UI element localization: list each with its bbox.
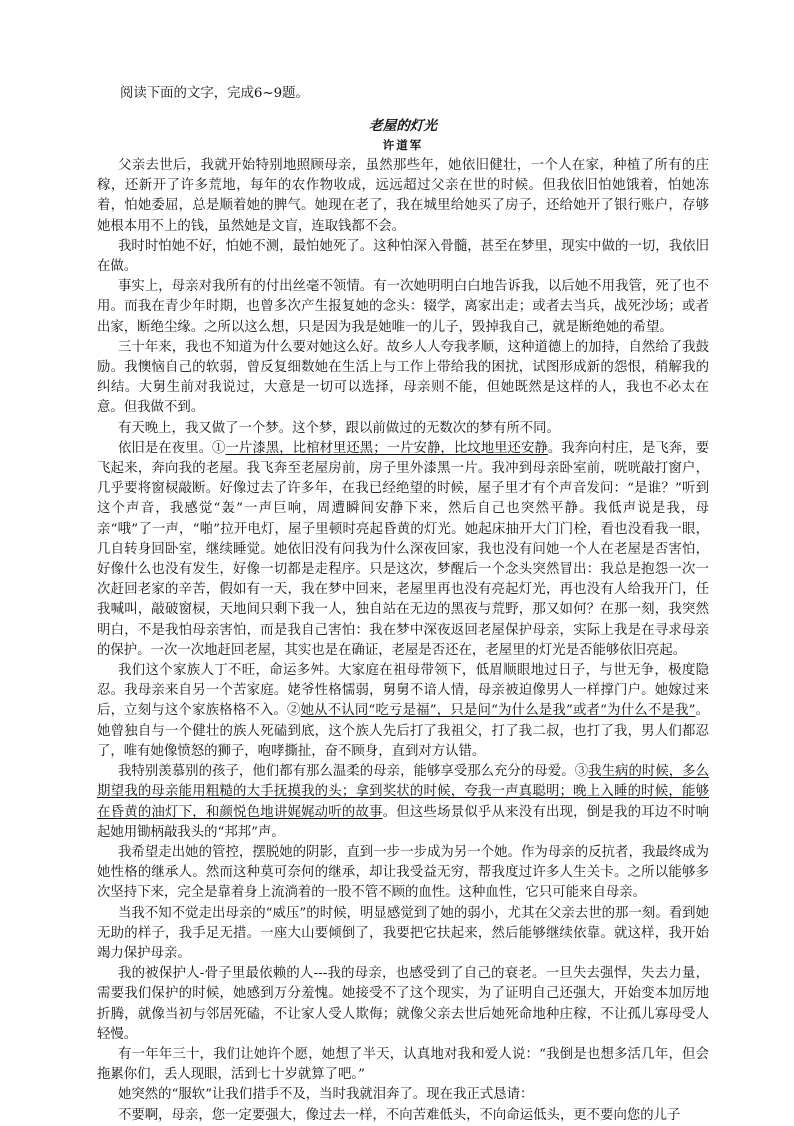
article-paragraph — [97, 661, 709, 762]
underlined-sentence: 一片漆黑，比棺材里还黑；一片安静，比坟地里还安静 — [225, 440, 548, 456]
paragraph-text: 我时时怕她不好，怕她不测，最怕她死了。这种怕深入骨髓，甚至在梦里，现实中做的一切，我依旧在做。 — [97, 238, 709, 275]
article-paragraph — [97, 964, 709, 1045]
paragraph-text: 有天晚上，我又做了一个梦。这个梦，跟以前做过的无数次的梦有所不同。 — [118, 420, 560, 436]
paragraph-text: 三十年来，我也不知道为什么要对她这么好。故乡人人夸我孝顺，这种道德上的加持，自然给了我鼓励。我懊恼自己的软弱，曾反复细数她在生活上与工作上带给我的困扰，试图形成新的怨恨，稍解我的纠结。大舅生前对我说过，大意是一切可以选择，母亲则不能，但她既然是这样的人，我也不必太在意。但我做不到。 — [97, 339, 709, 416]
paragraph-text: 我的被保护人-骨子里最依赖的人---我的母亲，也感受到了自己的衰老。一旦失去强悍，失去力量，需要我们保护的时候，她感到万分羞愧。她接受不了这个现实，为了证明自己还强大，开始变本加厉地折腾，就像当初与邻居死磕，不让家人受人欺侮；就像父亲去世后她死命地种庄稼，不让孤儿寡母受人轻慢。 — [97, 966, 709, 1042]
paragraph-text: 事实上，母亲对我所有的付出丝毫不领情。有一次她明明白白地告诉我，以后她不用我管，死了也不用。而我在青少年时期，也曾多次产生报复她的念头：辍学，离家出走；或者去当兵，战死沙场；或者出家，断绝尘缘。之所以这么想，只是因为我是她唯一的儿子，毁掉我自己，就是断绝她的希望。 — [97, 279, 709, 335]
underlined-sentence: 我生病的时候，多么期望我的母亲能用粗糙的大手抚摸我的头；拿到奖状的时候，夸我一声真聪明；晚上入睡的时候，能够在昏黄的油灯下，和颜悦色地讲娓娓动听的故事 — [97, 764, 710, 820]
article-author: 许道军 — [382, 138, 424, 152]
paragraph-text: 。她曾独自与一个健壮的族人死磕到底，这个族人先后打了我祖父，打了我二叔，也打了我，男人们都忍了，唯有她像愤怒的狮子，咆哮撕扯，奋不顾身，直到对方认错。 — [97, 703, 710, 759]
paragraph-text: 。我奔向村庄，是飞奔，要飞起来，奔向我的老屋。我飞奔至老屋房前，房子里外漆黑一片。我冲到母亲卧室前，咣咣敲打窗户，几乎要将窗棂敲断。好像过去了许多年，在我已经绝望的时候，屋子里才有个声音发问：“是谁？”听到这个声音，我感觉“轰”一声巨响，周遭瞬间安静下来，然后自己也突然平静。我低声说是我，母亲“哦”了一声，“啪”拉开电灯，屋子里顿时亮起昏黄的灯光。她起床抽开大门门栓，看也没看我一眼，几自转身回卧室，继续睡觉。她依旧没有问我为什么深夜回家，我也没有问她一个人在老屋是否害怕，好像什么也没有发生，好像一切都是走程序。只是这次，梦醒后一个念头突然冒出：我总是抱怨一次一次赶回老家的辛苦，假如有一天，我在梦中回来，老屋里再也没有亮起灯光，再也没有人给我开门，任我喊叫，敲破窗棂，天地间只剩下我一人，独自站在无边的黑夜与荒野，那又如何？在那一刻，我突然明白，不是我怕母亲害怕，而是我自己害怕：我在梦中深夜返回老屋保护母亲，实际上我是在寻求母亲的保护。一次一次地赶回老屋，其实也是在确证，老屋是否还在，老屋里的灯光是否能够依旧亮起。 — [97, 440, 710, 658]
article-paragraph — [97, 419, 709, 439]
paragraph-text: 我希望走出她的管控，摆脱她的阴影，直到一步一步成为另一个她。作为母亲的反抗者，我最终成为她性格的继承人。然而这种莫可奈何的继承，却让我受益无穷，帮我度过许多人生关卡。之所以能够多次坚持下来，完全是靠着身上流淌着的一股不管不顾的血性。这种血性，它只可能来自母亲。 — [97, 844, 709, 901]
article-paragraph — [97, 904, 709, 965]
paragraph-text: 她突然的“服软”让我们措手不及，当时我就泪奔了。现在我正式恳请： — [118, 1087, 534, 1103]
paragraph-text: 依旧是在夜里。① — [118, 440, 226, 456]
paragraph-text: 有一年年三十，我们让她许个愿，她想了半天，认真地对我和爱人说：“我倒是也想多活几年，但会拖累你们，丢人现眼，活到七十岁就算了吧。” — [97, 1046, 709, 1083]
document-page — [97, 84, 709, 1126]
paragraph-text: 当我不知不觉走出母亲的“威压”的时候，明显感觉到了她的弱小，尤其在父亲去世的那一刻。看到她无助的样子，我手足无措。一座大山要倾倒了，我要把它扶起来，然后能够继续依靠。就这样，我开始竭力保护母亲。 — [97, 905, 709, 961]
article-paragraph — [97, 762, 709, 843]
article-paragraph — [97, 439, 709, 661]
article-paragraph — [97, 237, 709, 277]
article-paragraph — [97, 1045, 709, 1085]
paragraph-text: 父亲去世后，我就开始特别地照顾母亲，虽然那些年，她依旧健壮，一个人在家，种植了所有的庄稼，还新开了许多荒地，每年的农作物收成，远远超过父亲在世的时候。但我依旧怕她饿着，怕她冻着，怕她委屈，总是顺着她的脾气。她现在老了，我在城里给她买了房子，还给她开了银行账户，存够她根本用不上的钱，虽然她是文盲，连取钱都不会。 — [97, 158, 709, 234]
paragraph-text: 不要啊，母亲，您一定要强大，像过去一样，不向苦难低头，不向命运低头，更不要向您的儿子 — [118, 1107, 681, 1123]
paragraph-text: 我们这个家族人丁不旺，命运多舛。大家庭在祖母带领下，低眉顺眼地过日子，与世无争，极度隐忍。我母亲来自另一个苦家庭。姥爷性格懦弱，舅舅不谙人情，母亲被迫像男人一样撑门户。她嫁过来后，立刻与这个家族格格不入。② — [97, 663, 709, 719]
article-paragraph — [97, 156, 709, 237]
paragraph-text: 。但这些场景似乎从来没有出现，倒是我的耳边不时响起她用锄柄敲我头的“邦邦”声。 — [97, 804, 710, 840]
underlined-sentence: 她从不认同“吃亏是福”，只是问“为什么是我”或者“为什么不是我” — [300, 703, 696, 719]
article-paragraph — [97, 843, 709, 904]
article-title: 老屋的灯光 — [369, 118, 437, 134]
article-paragraph — [97, 277, 709, 338]
reading-instruction: 阅读下面的文字，完成6~9题。 — [120, 86, 309, 101]
article-paragraph — [97, 338, 709, 419]
paragraph-text: 我特别羡慕别的孩子，他们都有那么温柔的母亲，能够享受那么充分的母爱。③ — [118, 764, 589, 780]
article-paragraph — [97, 1085, 709, 1105]
article-body — [97, 156, 709, 1126]
